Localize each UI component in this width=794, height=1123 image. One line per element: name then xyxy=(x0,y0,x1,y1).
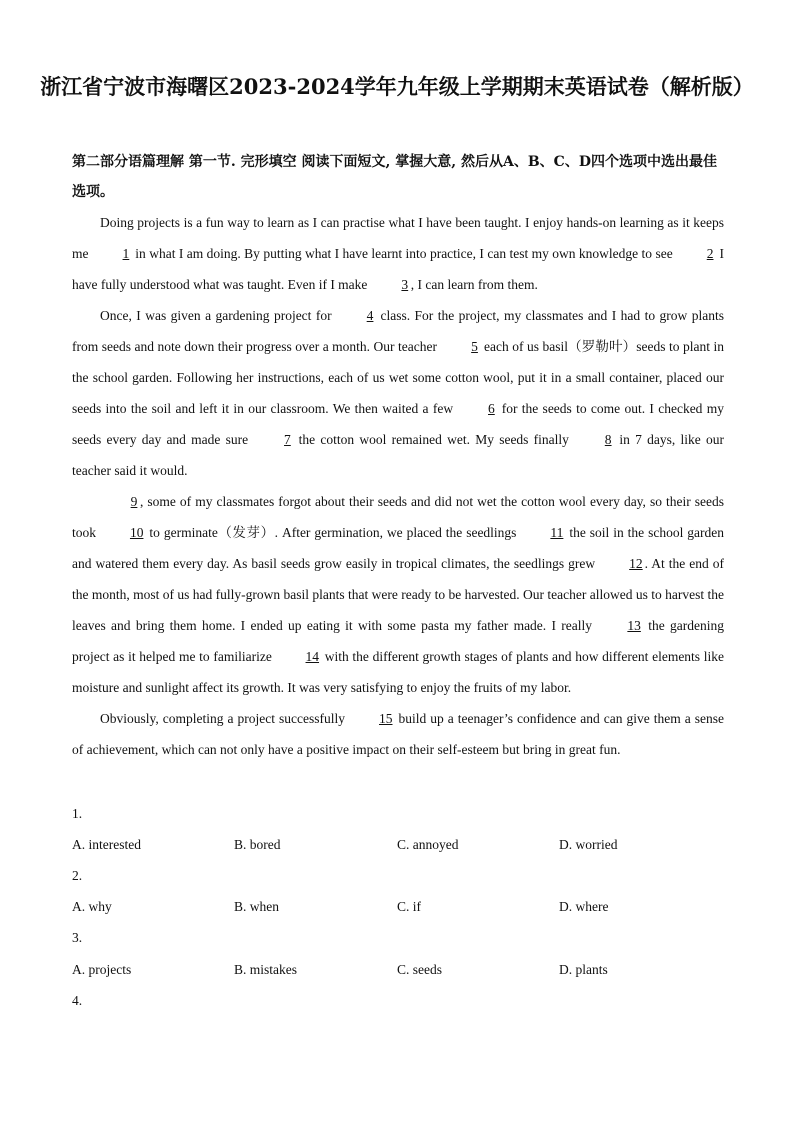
passage-text: each of us basil（罗勒叶）seeds to plant in the school garden. Following her instructions, each of us wet some cotton wool, put it in a small container, placed our seeds into the soil and left it in our classroom. We then waited a few xyxy=(72,339,724,416)
passage-paragraph-1 xyxy=(72,207,724,300)
passage-text: , some of my classmates forgot about their seeds and did not wet the cotton wool every day, so their seeds took xyxy=(72,494,724,540)
option-b[interactable]: B. bored xyxy=(234,837,281,852)
section-instruction: 第二部分语篇理解 第一节. 完形填空 阅读下面短文, 掌握大意, 然后从A、B、C、D四个选项中选出最佳选项。 xyxy=(72,154,717,200)
blank-11: 11 xyxy=(550,525,564,540)
option-a[interactable]: A. why xyxy=(72,899,112,914)
blank-4: 4 xyxy=(366,308,374,323)
option-d[interactable]: D. plants xyxy=(559,962,608,977)
passage-text: with the different growth stages of plants and how different elements like moisture and sunlight affect its growth. It was very satisfying to enjoy the fruits of my labor. xyxy=(72,649,724,695)
blank-7: 7 xyxy=(284,432,291,447)
question-number: 3. xyxy=(72,930,83,945)
question-number: 4. xyxy=(72,993,83,1008)
blank-2: 2 xyxy=(706,246,714,261)
passage-text: , I can learn from them. xyxy=(410,277,538,292)
passage-text: I have fully understood what was taught. Even if I make xyxy=(72,246,725,292)
passage-paragraph-3 xyxy=(72,486,724,703)
option-a[interactable]: A. interested xyxy=(72,837,141,852)
passage-paragraph-4 xyxy=(72,703,724,765)
blank-14: 14 xyxy=(305,649,320,664)
blank-8: 8 xyxy=(604,432,612,447)
passage-text: class. For the project, my classmates and I had to grow plants from seeds and note down their progress over a month. Our teacher xyxy=(72,308,724,354)
option-b[interactable]: B. mistakes xyxy=(234,962,297,977)
passage-text: Once, I was given a gardening project for xyxy=(100,308,337,323)
blank-12: 12 xyxy=(629,556,643,571)
blank-10: 10 xyxy=(129,525,144,540)
option-d[interactable]: D. where xyxy=(559,899,609,914)
passage xyxy=(72,207,724,765)
passage-text: build up a teenager’s confidence and can give them a sense of achievement, which can not only have a positive impact on their self-esteem but bring in great fun. xyxy=(72,711,724,757)
blank-13: 13 xyxy=(627,618,641,633)
question-number: 1. xyxy=(72,806,83,821)
option-a[interactable]: A. projects xyxy=(72,962,132,977)
blank-5: 5 xyxy=(471,339,478,354)
passage-text: the gardening project as it helped me to familiarize xyxy=(72,618,724,664)
blank-1: 1 xyxy=(122,246,130,261)
question-number: 2. xyxy=(72,868,83,883)
passage-text: Doing projects is a fun way to learn as I can practise what I have been taught. I enjoy hands-on learning as it keeps me xyxy=(72,215,724,261)
passage-text: for the seeds to come out. I checked my seeds every day and made sure xyxy=(72,401,724,447)
blank-3: 3 xyxy=(401,277,409,292)
passage-text: Obviously, completing a project successfully xyxy=(100,711,349,726)
option-b[interactable]: B. when xyxy=(234,899,279,914)
blank-15: 15 xyxy=(379,711,393,726)
passage-text: the soil in the school garden and watered them every day. As basil seeds grow easily in tropical climates, the seedlings grew xyxy=(72,525,724,571)
passage-text: the cotton wool remained wet. My seeds finally xyxy=(293,432,575,447)
passage-text: . At the end of the month, most of us had fully-grown basil plants that were ready to be harvested. Our teacher allowed us to harvest the leaves and bring them home. I ended up eating it with some pasta my father made. I really xyxy=(72,556,724,633)
blank-6: 6 xyxy=(488,401,495,416)
option-c[interactable]: C. seeds xyxy=(397,962,442,977)
option-d[interactable]: D. worried xyxy=(559,837,618,852)
option-c[interactable]: C. if xyxy=(397,899,422,914)
blank-9: 9 xyxy=(130,494,138,509)
passage-text: to germinate（发芽）. After germination, we placed the seedlings xyxy=(145,525,521,540)
option-c[interactable]: C. annoyed xyxy=(397,837,459,852)
passage-text: in what I am doing. By putting what I have learnt into practice, I can test my own knowledge to see xyxy=(131,246,677,261)
passage-text: in 7 days, like our teacher said it would. xyxy=(72,432,725,478)
page-title: 浙江省宁波市海曙区2023-2024学年九年级上学期期末英语试卷（解析版） xyxy=(40,74,754,99)
passage-paragraph-2 xyxy=(72,300,724,486)
